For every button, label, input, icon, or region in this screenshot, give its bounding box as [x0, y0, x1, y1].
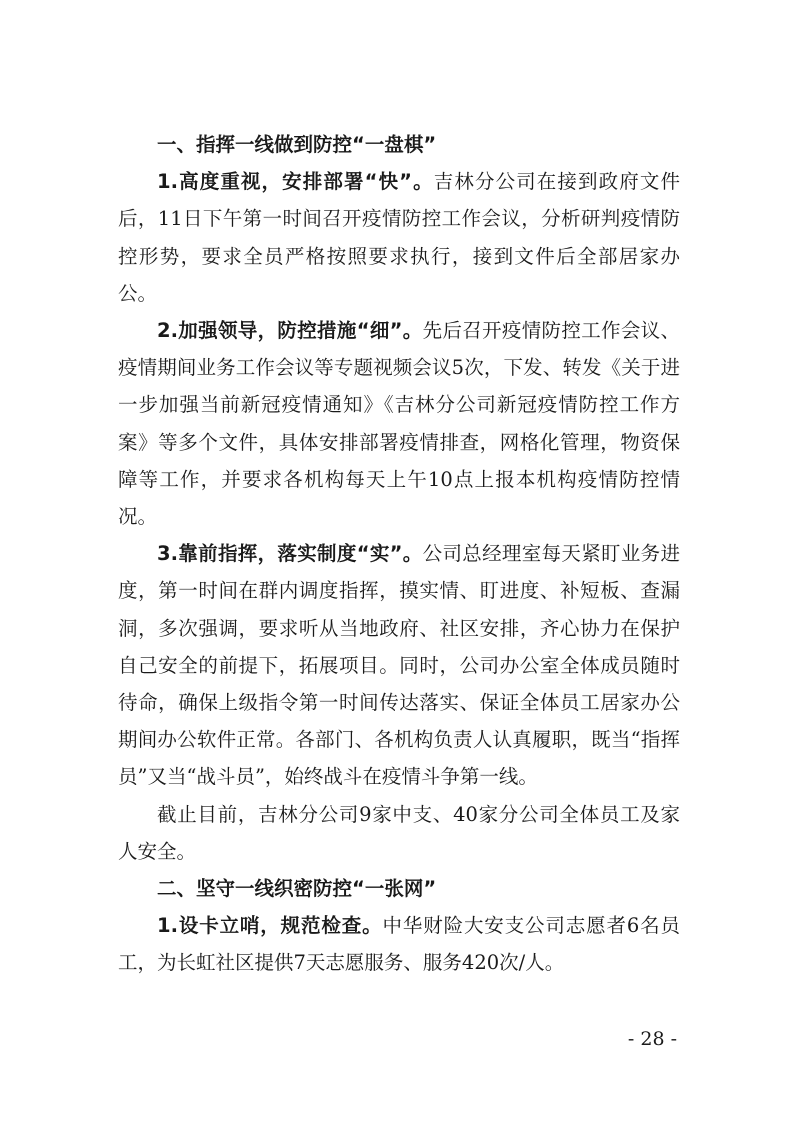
paragraph-5-body: 中华财险大安支公司志愿者6名员工，为长虹社区提供7天志愿服务、服务420次/人。	[118, 914, 680, 975]
paragraph-3	[118, 535, 680, 795]
document-body	[118, 126, 680, 982]
paragraph-4: 截止目前，吉林分公司9家中支、40家分公司全体员工及家人安全。	[118, 802, 680, 863]
paragraph-1	[118, 163, 680, 312]
section-heading-1: 一、指挥一线做到防控“一盘棋”	[157, 133, 437, 156]
paragraph-3-body: 公司总经理室每天紧盯业务进度，第一时间在群内调度指挥，摸实情、盯进度、补短板、查漏洞，多次强调，要求听从当地政府、社区安排，齐心协力在保护自己安全的前提下，拓展项目。同时，公司办公室全体成员随时待命，确保上级指令第一时间传达落实、保证全体员工居家办公期间办公软件正常。各部门、各机构负责人认真履职，既当“指挥员”又当“战斗员”，始终战斗在疫情斗争第一线。	[118, 542, 680, 789]
section-heading-2: 二、坚守一线织密防控“一张网”	[157, 877, 437, 901]
paragraph-1-lead: 1.高度重视，安排部署“快”。	[157, 170, 434, 194]
paragraph-3-lead: 3.靠前指挥，落实制度“实”。	[157, 542, 423, 566]
page-number: - 28 -	[627, 1028, 677, 1050]
paragraph-5-lead: 1.设卡立哨，规范检查。	[157, 914, 383, 938]
paragraph-2-body: 先后召开疫情防控工作会议、疫情期间业务工作会议等专题视频会议5次，下发、转发《关于进一步加强当前新冠疫情通知》《吉林分公司新冠疫情防控工作方案》等多个文件，具体安排部署疫情排查，网格化管理，物资保障等工作，并要求各机构每天上午10点上报本机构疫情防控情况。	[118, 319, 680, 529]
paragraph-2-lead: 2.加强领导，防控措施“细”。	[157, 319, 423, 343]
paragraph-2	[118, 312, 680, 535]
paragraph-5	[118, 907, 680, 981]
paragraph-1-body: 吉林分公司在接到政府文件后，11日下午第一时间召开疫情防控工作会议，分析研判疫情防控形势，要求全员严格按照要求执行，接到文件后全部居家办公。	[118, 170, 680, 305]
